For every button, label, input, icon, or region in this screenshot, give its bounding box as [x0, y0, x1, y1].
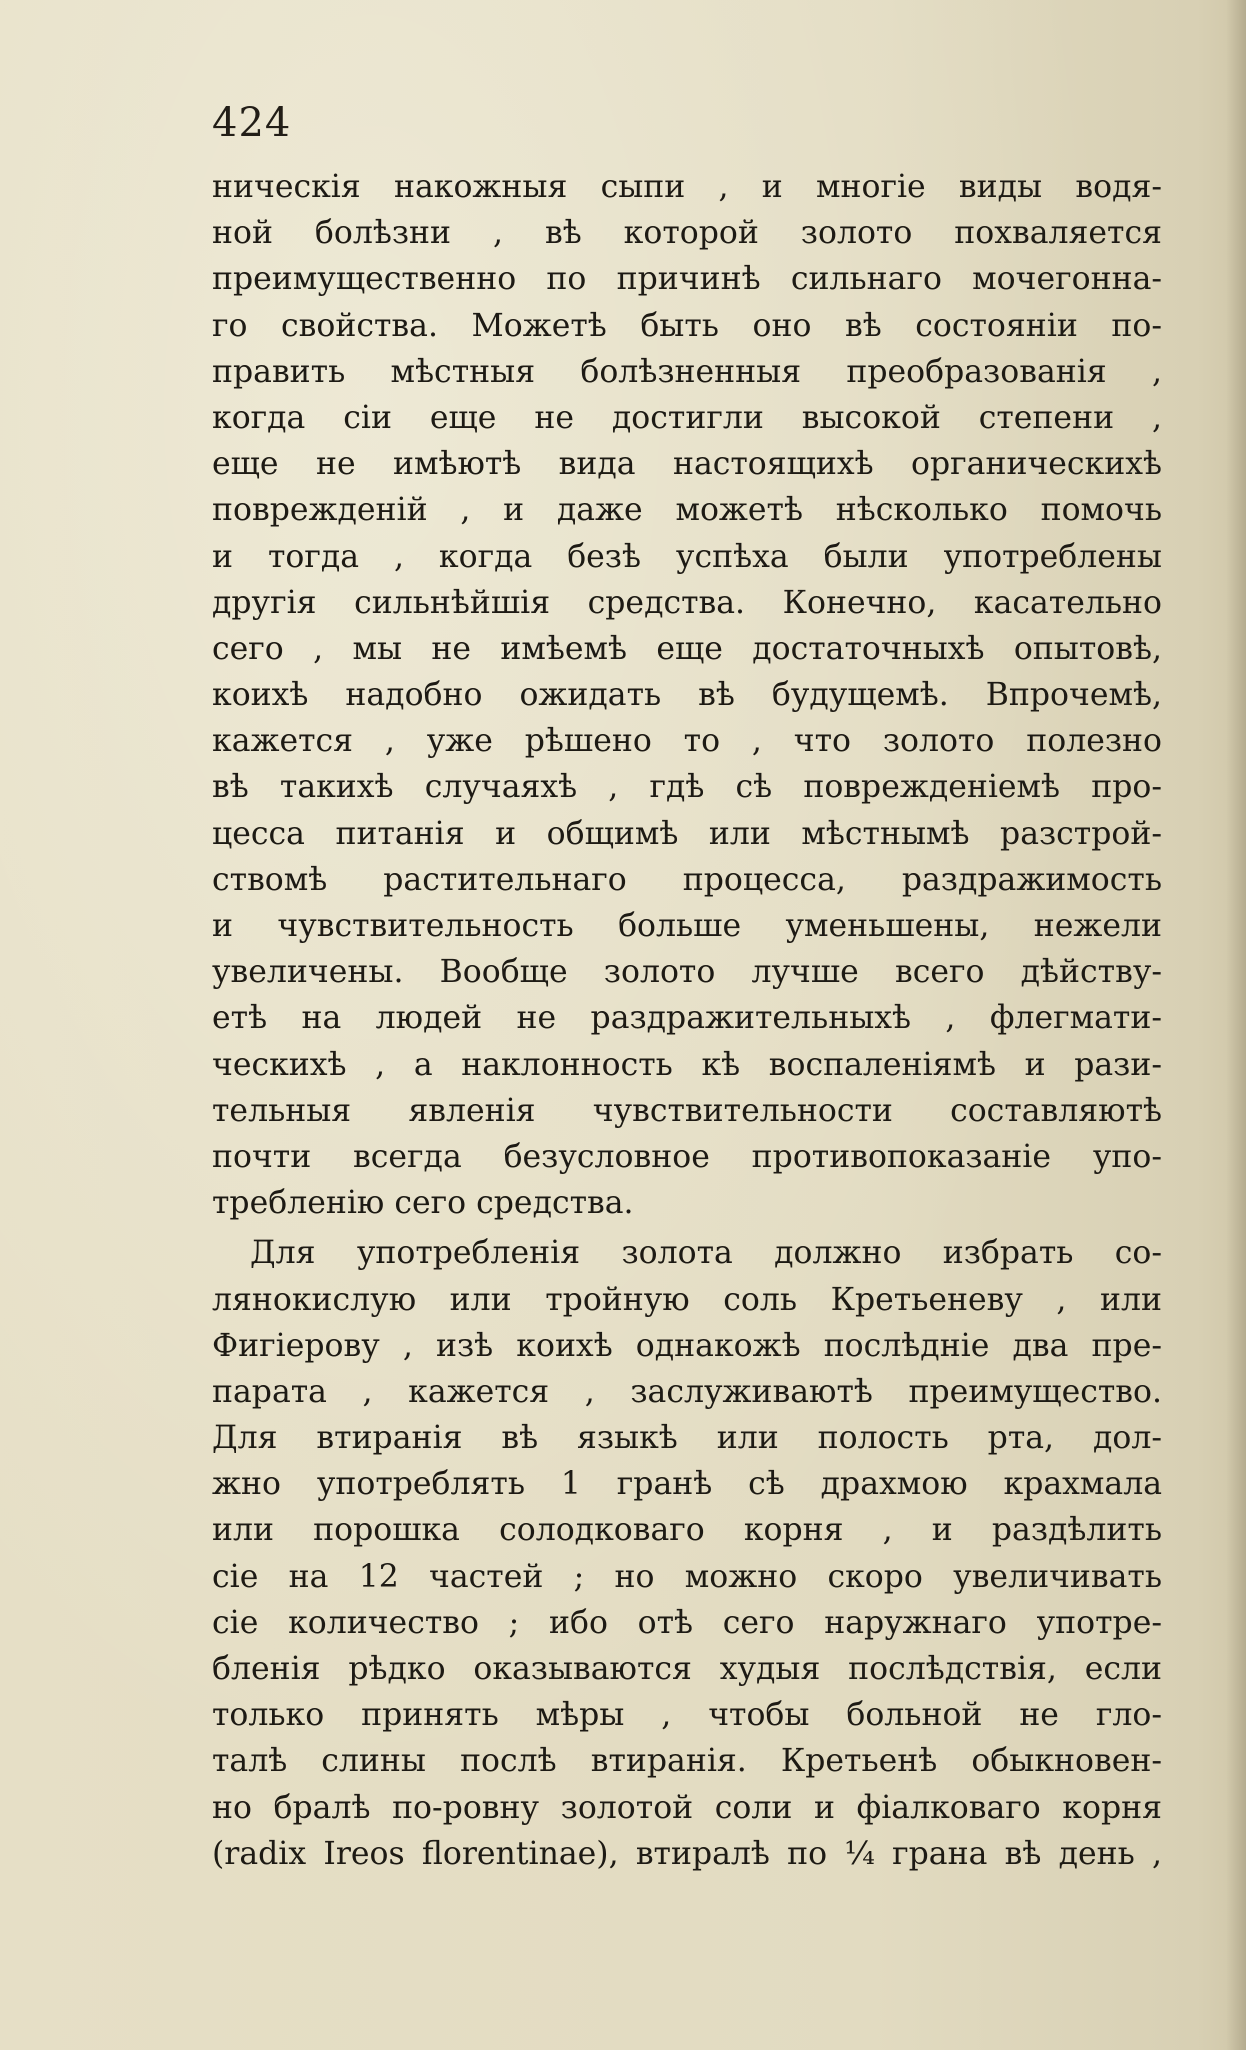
text-line: кажется , уже рѣшено то , что золото полезно: [212, 723, 1162, 760]
text-line: етѣ на людей не раздражительныхѣ , флегмати-: [212, 1000, 1162, 1037]
text-line: только принять мѣры , чтобы больной не гло-: [212, 1697, 1162, 1734]
paragraph-1: [212, 164, 1162, 1226]
page-number: 424: [212, 100, 292, 146]
text-line: поврежденій , и даже можетѣ нѣсколько помочь: [212, 492, 1162, 529]
page-edge-shadow: [1226, 0, 1246, 2050]
text-line: го свойства. Можетѣ быть оно вѣ состояніи по-: [212, 307, 1162, 344]
text-line: жно употреблять 1 гранѣ сѣ драхмою крахмала: [212, 1466, 1162, 1503]
paragraph-2: [212, 1230, 1162, 1877]
text-line: требленію сего средства.: [212, 1185, 634, 1222]
text-line: почти всегда безусловное противопоказаніе упо-: [212, 1138, 1162, 1175]
text-line: ствомѣ растительнаго процесса, раздражимость: [212, 861, 1162, 898]
text-line: Фигіерову , изѣ коихѣ однакожѣ послѣдніе два пре-: [212, 1327, 1162, 1364]
text-line: ническія накожныя сыпи , и многіе виды водя-: [212, 169, 1162, 205]
text-line: сіе на 12 частей ; но можно скоро увеличивать: [212, 1558, 1162, 1595]
text-line: цесса питанія и общимѣ или мѣстнымѣ разстрой-: [212, 815, 1162, 852]
text-line: и чувствительность больше уменьшены, нежели: [212, 908, 1162, 944]
text-line: сіе количество ; ибо отѣ сего наружнаго употре-: [212, 1604, 1162, 1641]
text-line: но бралѣ по-ровну золотой соли и фіалковаго корня: [212, 1789, 1162, 1826]
text-line: ной болѣзни , вѣ которой золото похваляется: [212, 215, 1162, 252]
text-line: Для втиранія вѣ языкѣ или полость рта, дол-: [212, 1420, 1162, 1457]
text-line: (radix Ireos florentinae), втиралѣ по ¼ грана вѣ день ,: [212, 1835, 1162, 1872]
text-line: парата , кажется , заслуживаютѣ преимущество.: [212, 1373, 1162, 1410]
text-line: сего , мы не имѣемѣ еще достаточныхѣ опытовѣ,: [212, 630, 1162, 667]
text-line: вѣ такихѣ случаяхѣ , гдѣ сѣ поврежденіемѣ про-: [212, 769, 1162, 806]
text-line: править мѣстныя болѣзненныя преобразованія ,: [212, 353, 1162, 390]
text-line: и тогда , когда безѣ успѣха были употреблены: [212, 538, 1162, 575]
text-line: еще не имѣютѣ вида настоящихѣ органическихѣ: [212, 446, 1162, 483]
text-line: тельныя явленія чувствительности составляютѣ: [212, 1092, 1162, 1129]
text-line: коихѣ надобно ожидать вѣ будущемѣ. Впрочемѣ,: [212, 677, 1162, 714]
text-line: Для употребленія золота должно избрать со-: [250, 1235, 1162, 1272]
text-line: лянокислую или тройную соль Кретьеневу , или: [212, 1281, 1162, 1318]
text-line: или порошка солодковаго корня , и раздѣлить: [212, 1512, 1162, 1549]
body-text: [212, 164, 1162, 1877]
text-line: увеличены. Вообще золото лучше всего дѣйству-: [212, 954, 1162, 991]
text-line: талѣ слины послѣ втиранія. Кретьенѣ обыкновен-: [212, 1743, 1162, 1780]
text-line: бленія рѣдко оказываются худыя послѣдствія, если: [212, 1651, 1162, 1687]
text-line: преимущественно по причинѣ сильнаго мочегонна-: [212, 261, 1162, 298]
text-line: другія сильнѣйшія средства. Конечно, касательно: [212, 584, 1162, 621]
text-line: ческихѣ , а наклонность кѣ воспаленіямѣ и рази-: [212, 1046, 1162, 1083]
text-line: когда сіи еще не достигли высокой степени ,: [212, 399, 1162, 436]
